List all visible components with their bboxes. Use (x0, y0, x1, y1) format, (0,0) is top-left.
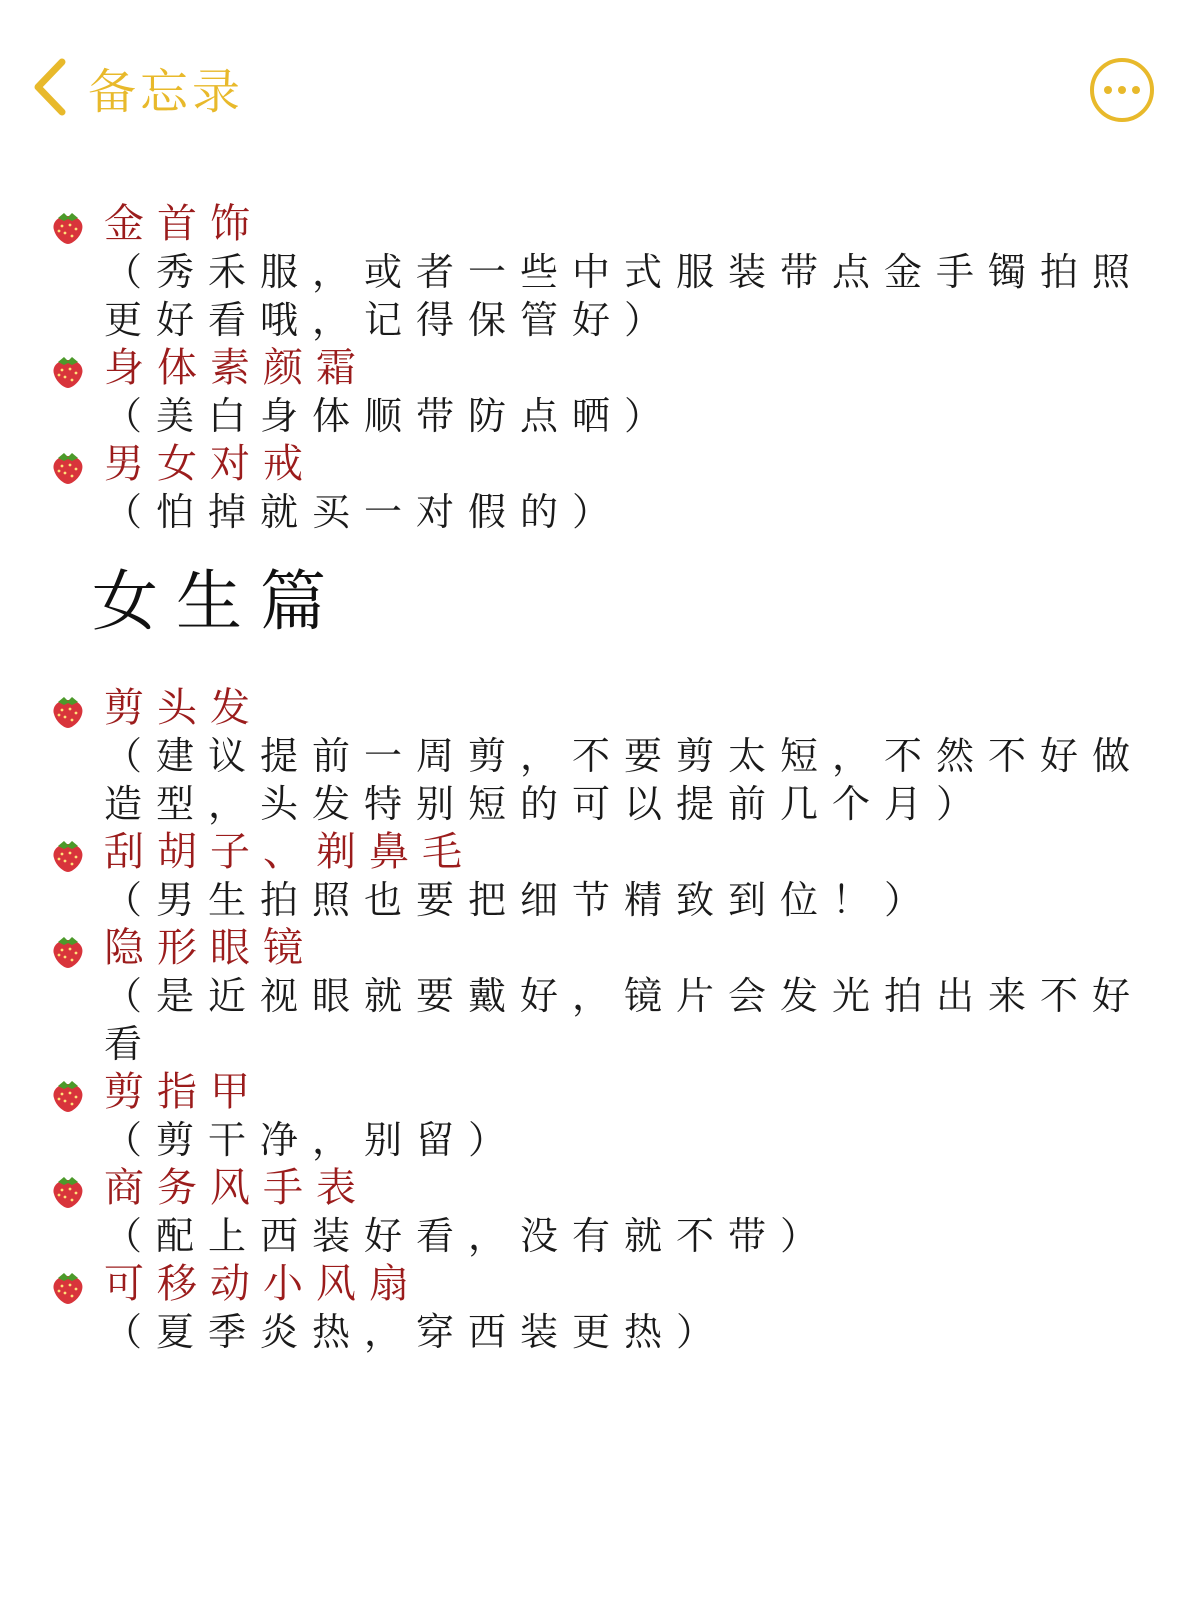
item-note: （剪干净，别留） (104, 1118, 521, 1162)
navigation-bar (0, 0, 1200, 180)
list-item (0, 440, 1200, 536)
item-title: 剪指甲 (104, 1069, 263, 1115)
strawberry-icon (50, 694, 86, 730)
list-item (0, 684, 1200, 828)
chevron-left-icon (30, 56, 72, 118)
back-button[interactable] (30, 52, 244, 122)
item-note: （配上西装好看，没有就不带） (104, 1214, 833, 1258)
item-title: 金首饰 (104, 201, 263, 247)
item-note: （怕掉就买一对假的） (104, 490, 625, 534)
strawberry-icon (50, 1078, 86, 1114)
strawberry-icon (50, 1174, 86, 1210)
item-title: 男女对戒 (104, 441, 316, 487)
strawberry-icon (50, 1270, 86, 1306)
item-title: 剪头发 (104, 685, 263, 731)
item-title: 可移动小风扇 (104, 1261, 422, 1307)
list-item (0, 924, 1200, 1068)
item-title: 刮胡子、剃鼻毛 (104, 829, 475, 875)
list-item (0, 1164, 1200, 1260)
item-note: （美白身体顺带防点晒） (104, 394, 677, 438)
item-note: （建议提前一周剪，不要剪太短，不然不好做造型，头发特别短的可以提前几个月） (104, 734, 1145, 826)
item-note: （夏季炎热，穿西装更热） (104, 1310, 729, 1354)
ellipsis-circle-icon (1104, 86, 1112, 94)
strawberry-icon (50, 838, 86, 874)
strawberry-icon (50, 934, 86, 970)
list-item (0, 1068, 1200, 1164)
item-title: 商务风手表 (104, 1165, 369, 1211)
items-bottom-list (0, 684, 1200, 1356)
items-top-list (0, 200, 1200, 536)
strawberry-icon (50, 450, 86, 486)
item-note: （秀禾服，或者一些中式服装带点金手镯拍照更好看哦，记得保管好） (104, 250, 1145, 342)
item-title: 隐形眼镜 (104, 925, 316, 971)
list-item (0, 200, 1200, 344)
strawberry-icon (50, 210, 86, 246)
item-note: （是近视眼就要戴好，镜片会发光拍出来不好看 (104, 974, 1145, 1066)
note-body (0, 200, 1200, 1356)
list-item (0, 828, 1200, 924)
item-title: 身体素颜霜 (104, 345, 369, 391)
back-label: 备忘录 (88, 63, 245, 120)
list-item (0, 344, 1200, 440)
item-note: （男生拍照也要把细节精致到位！） (104, 878, 937, 922)
strawberry-icon (50, 354, 86, 390)
list-item (0, 1260, 1200, 1356)
section-title: 女生篇 (92, 563, 344, 640)
more-options-button[interactable] (1090, 58, 1154, 122)
